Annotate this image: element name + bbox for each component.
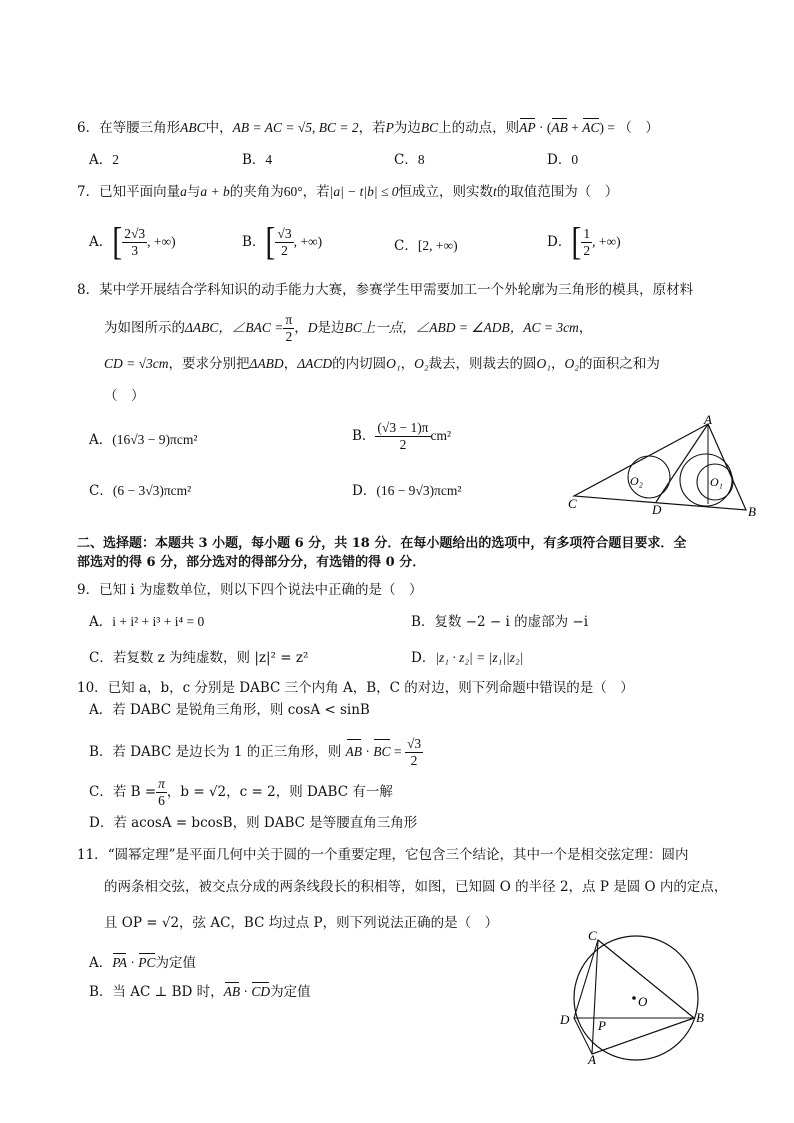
option-label: B． — [411, 614, 435, 630]
q11-stem-line1 — [77, 845, 689, 865]
option-tail: , +∞) — [592, 234, 621, 249]
fraction — [122, 226, 147, 259]
vector-pa: PA — [112, 953, 127, 973]
q10-option-a[interactable] — [89, 700, 370, 720]
numerator: √3 — [277, 226, 292, 241]
bracket: [ — [265, 220, 276, 264]
q6-triangle: ABC — [180, 120, 206, 135]
q8-paren — [104, 386, 145, 406]
q6-vector-ap: AP — [519, 118, 536, 138]
q6-stem — [77, 118, 659, 138]
q8-circle-o1: O₁ — [386, 356, 401, 371]
q8-stem-line1 — [77, 280, 693, 300]
q8-text: 某中学开展结合学科知识的动手能力大赛，参赛学生甲需要加工一个外轮廓为三角形的模具，原材料 — [99, 282, 694, 298]
fraction — [375, 420, 430, 453]
option-label: A． — [89, 234, 113, 250]
denominator: 2 — [285, 329, 293, 344]
option-text: (16√3 − 9)πcm² — [112, 432, 198, 447]
q11-stem-line3: 且 OP = √2，弦 AC，BC 均过点 P，则下列说法正确的是（ ） — [104, 915, 499, 931]
fraction — [405, 736, 423, 769]
fraction — [156, 776, 167, 809]
q8-point-d: D — [307, 320, 318, 335]
vector-ab: AB — [346, 739, 363, 765]
q10-text: 已知 a，b，c 分别是 DABC 三个内角 A，B，C 的对边，则下列命题中错误的是（ ） — [107, 680, 634, 696]
option-text: 0 — [571, 152, 579, 167]
option-label: C． — [394, 152, 418, 168]
option-label: B． — [352, 428, 376, 444]
q11-text: “圆幂定理”是平面几何中关于圆的一个重要定理，它包含三个结论，其中一个是相交弦定理：圆内 — [107, 847, 689, 863]
q10-stem — [77, 678, 634, 698]
q9-option-a[interactable] — [89, 612, 204, 632]
denominator: 3 — [131, 243, 139, 258]
q8-angle-bac: ，∠BAC = — [218, 320, 284, 335]
label-d: D — [560, 1012, 570, 1027]
label-p: P — [598, 1018, 606, 1033]
q8-triangle-abd: ΔABD — [249, 356, 284, 371]
bracket: [ — [571, 220, 582, 264]
dot: · — [240, 984, 252, 999]
q7-text: 已知平面向量 — [99, 184, 181, 200]
q7-text-3: 的夹角为 — [229, 184, 284, 200]
q7-stem — [77, 182, 618, 202]
option-label: A． — [89, 152, 113, 168]
q7-option-d[interactable] — [547, 220, 621, 264]
q6-text-5: 上的动点，则 — [438, 120, 520, 136]
fraction — [275, 226, 293, 259]
label-c: C — [588, 928, 597, 943]
option-text: 为定值 — [155, 955, 197, 971]
option-label: C． — [89, 483, 113, 499]
q6-option-c[interactable] — [394, 150, 425, 170]
q6-text-2: 中， — [205, 120, 233, 136]
q8-triangle-acd: ΔACD — [297, 356, 333, 371]
dot: · — [362, 744, 374, 759]
q6-option-b[interactable] — [242, 150, 272, 170]
q8-side-bc: BC — [344, 320, 362, 335]
label-d: D — [652, 502, 662, 517]
option-text: B．若 DABC 是边长为 1 的正三角形，则 — [89, 744, 346, 760]
vector-bc: BC — [373, 739, 390, 765]
option-text: i + i² + i³ + i⁴ = 0 — [112, 614, 205, 629]
option-text: 2 — [112, 152, 119, 167]
center-o — [632, 996, 636, 1000]
q7-vector-sum: a + b — [200, 184, 230, 199]
denominator: 2 — [583, 243, 591, 258]
option-label: D． — [547, 152, 572, 168]
denominator: 2 — [399, 437, 407, 452]
numerator: π — [158, 776, 165, 791]
q7-text-5: 恒成立，则实数 — [398, 184, 493, 200]
option-text: 若复数 z 为纯虚数，则 |z|² = z² — [112, 650, 309, 666]
option-label: D． — [411, 650, 436, 666]
q6-text-3: ，若 — [358, 120, 386, 136]
q6-plus: + — [567, 120, 583, 135]
q10-option-d[interactable] — [89, 813, 417, 833]
q8-answer-blank: （ ） — [104, 388, 145, 404]
chord-ab — [592, 1018, 694, 1054]
q7-inequality: |a| − t|b| ≤ 0 — [329, 184, 399, 199]
option-label: D． — [547, 234, 572, 250]
dot: · — [127, 955, 139, 970]
q7-text-6: 的取值范围为（ ） — [496, 184, 619, 200]
option-label: C． — [89, 650, 113, 666]
fraction — [581, 226, 592, 259]
section2-header-line2: 部选对的得 6 分，部分选对的得部分分，有选错的得 0 分． — [77, 555, 426, 570]
option-tail: , +∞) — [293, 234, 323, 249]
q7-option-b[interactable] — [242, 220, 323, 264]
q8-circle-o2-b: O₂ — [564, 356, 579, 371]
q10-option-c[interactable] — [89, 776, 393, 809]
q11-option-b[interactable] — [89, 982, 311, 1002]
numerator: 1 — [583, 226, 591, 241]
q11-number: 11． — [77, 847, 108, 863]
q8-option-b[interactable] — [352, 420, 451, 453]
q6-vector-ac: AC — [582, 118, 599, 138]
denominator: 6 — [158, 793, 165, 808]
option-label: A． — [89, 432, 113, 448]
q7-text-4: ，若 — [302, 184, 330, 200]
q6-condition: AB = AC = √5, BC = 2 — [232, 120, 359, 135]
q11-stem-line2: 的两条相交弦，被交点分成的两条线段长的积相等，如图，已知圆 O 的半径 2，点 P 是圆 O 内的定点， — [104, 879, 728, 895]
numerator: 2√3 — [124, 226, 146, 241]
q7-option-c[interactable] — [394, 236, 458, 256]
q9-stem — [77, 580, 423, 600]
q8-number: 8． — [77, 282, 100, 298]
option-text: D．若 acosA = bcosB，则 DABC 是等腰直角三角形 — [89, 815, 418, 831]
q9-option-c[interactable] — [89, 648, 308, 668]
q8-text-7: 的面积之和为 — [578, 356, 660, 372]
q6-vector-ab: AB — [551, 118, 568, 138]
q6-dot: · ( — [535, 120, 552, 135]
denominator: 2 — [410, 753, 418, 768]
q7-angle: 60° — [283, 184, 303, 199]
q6-text-4: 为边 — [393, 120, 421, 136]
q8-comma-2: ， — [578, 320, 593, 336]
option-text: A．若 DABC 是锐角三角形，则 cosA < sinB — [89, 702, 370, 718]
option-text: |z₁ · z₂| = |z₁||z₂| — [435, 650, 524, 665]
option-text: (6 − 3√3)πcm² — [112, 483, 192, 498]
q8-comma: ， — [294, 320, 308, 336]
q10-option-b[interactable] — [89, 736, 423, 769]
q9-option-b[interactable] — [411, 612, 588, 632]
option-label: A． — [89, 955, 113, 971]
q8-triangle: ΔABC — [185, 320, 219, 335]
q11-option-a[interactable] — [89, 953, 196, 973]
label-a: A — [704, 412, 712, 427]
equals: = — [390, 744, 405, 759]
denominator: 2 — [281, 243, 288, 258]
q8-option-d[interactable] — [352, 481, 461, 501]
section2-header-line1: 二、选择题：本题共 3 小题，每小题 6 分，共 18 分．在每小题给出的选项中，有多项符合题目要求．全 — [77, 536, 687, 551]
q8-text-2: 为如图所示的 — [104, 320, 185, 336]
q6-number: 6． — [77, 120, 100, 136]
option-tail: cm² — [430, 428, 452, 443]
q6-side-bc: BC — [420, 120, 439, 135]
q8-triangle-figure — [560, 410, 760, 522]
q11-circle-figure — [552, 926, 722, 1066]
q7-text-2: 与 — [186, 184, 201, 200]
option-text-2: ，b = √2，c = 2，则 DABC 有一解 — [166, 784, 393, 800]
q8-option-c[interactable] — [89, 481, 191, 501]
q7-variable-t: t — [493, 184, 497, 199]
q8-text-5: 的内切圆 — [332, 356, 387, 372]
bracket: [ — [112, 220, 123, 264]
option-label: B．当 AC ⊥ BD 时， — [89, 984, 224, 1000]
option-label: B． — [242, 152, 266, 168]
label-b: B — [748, 504, 756, 519]
label-c: C — [568, 496, 577, 511]
q6-option-a[interactable] — [89, 150, 119, 170]
option-text: 为定值 — [270, 984, 311, 1000]
q7-option-a[interactable] — [89, 220, 176, 264]
vector-pc: PC — [138, 953, 155, 973]
option-text: 8 — [417, 152, 425, 167]
q8-stem-line2 — [104, 312, 592, 345]
triangle-abc — [574, 424, 746, 510]
q7-number: 7． — [77, 184, 100, 200]
q8-angle-condition: 上一点，∠ABD = ∠ADB， — [361, 320, 524, 335]
q8-text-3: 是边 — [317, 320, 345, 336]
label-b: B — [696, 1010, 704, 1025]
label-o1: O₁ — [710, 475, 723, 489]
option-label: A． — [89, 614, 113, 630]
q8-length-ac: AC = 3cm — [523, 320, 579, 335]
vector-ab: AB — [224, 982, 241, 1002]
q8-circle-o2: O₂ — [414, 356, 429, 371]
q8-length-cd: CD = √3cm — [104, 356, 169, 371]
label-a: A — [588, 1052, 596, 1066]
option-text: 4 — [265, 152, 273, 167]
q8-text-6: 裁去，则裁去的圆 — [428, 356, 537, 372]
q7-vector-a: a — [180, 184, 187, 199]
option-text: [2, +∞) — [417, 238, 458, 253]
label-o: O — [638, 994, 648, 1009]
option-text: (16 − 9√3)πcm² — [376, 483, 462, 498]
q10-number: 10． — [77, 680, 108, 696]
fraction — [283, 312, 294, 345]
option-label: C． — [394, 238, 418, 254]
q6-option-d[interactable] — [547, 150, 578, 170]
q8-stem-line3: CD = √3cm，要求分别把ΔABD，ΔACD的内切圆O₁，O₂裁去，则裁去的圆O₁，O₂的面积之和为 — [104, 356, 660, 372]
q6-point-p: P — [385, 120, 394, 135]
option-label: D． — [352, 483, 377, 499]
option-text: 复数 −2 − i 的虚部为 −i — [434, 614, 589, 630]
q9-number: 9． — [77, 582, 100, 598]
numerator: √3 — [406, 736, 422, 751]
q9-text: 已知 i 为虚数单位，则以下四个说法中正确的是（ ） — [99, 582, 423, 598]
vector-cd: CD — [251, 982, 270, 1002]
label-o2: O₂ — [630, 474, 643, 488]
numerator: (√3 − 1)π — [377, 420, 429, 435]
numerator: π — [285, 312, 293, 327]
q8-option-a[interactable] — [89, 430, 197, 450]
q6-text: 在等腰三角形 — [99, 120, 181, 136]
q8-text-4: ，要求分别把 — [168, 356, 250, 372]
option-text: C．若 B = — [89, 784, 157, 800]
option-tail: , +∞) — [147, 234, 176, 249]
q6-paren: ) = （ ） — [599, 120, 659, 135]
q9-option-d[interactable] — [411, 648, 523, 668]
q8-circle-o1-b: O₁ — [536, 356, 551, 371]
option-label: B． — [242, 234, 266, 250]
q8-sep: ， — [283, 356, 298, 372]
